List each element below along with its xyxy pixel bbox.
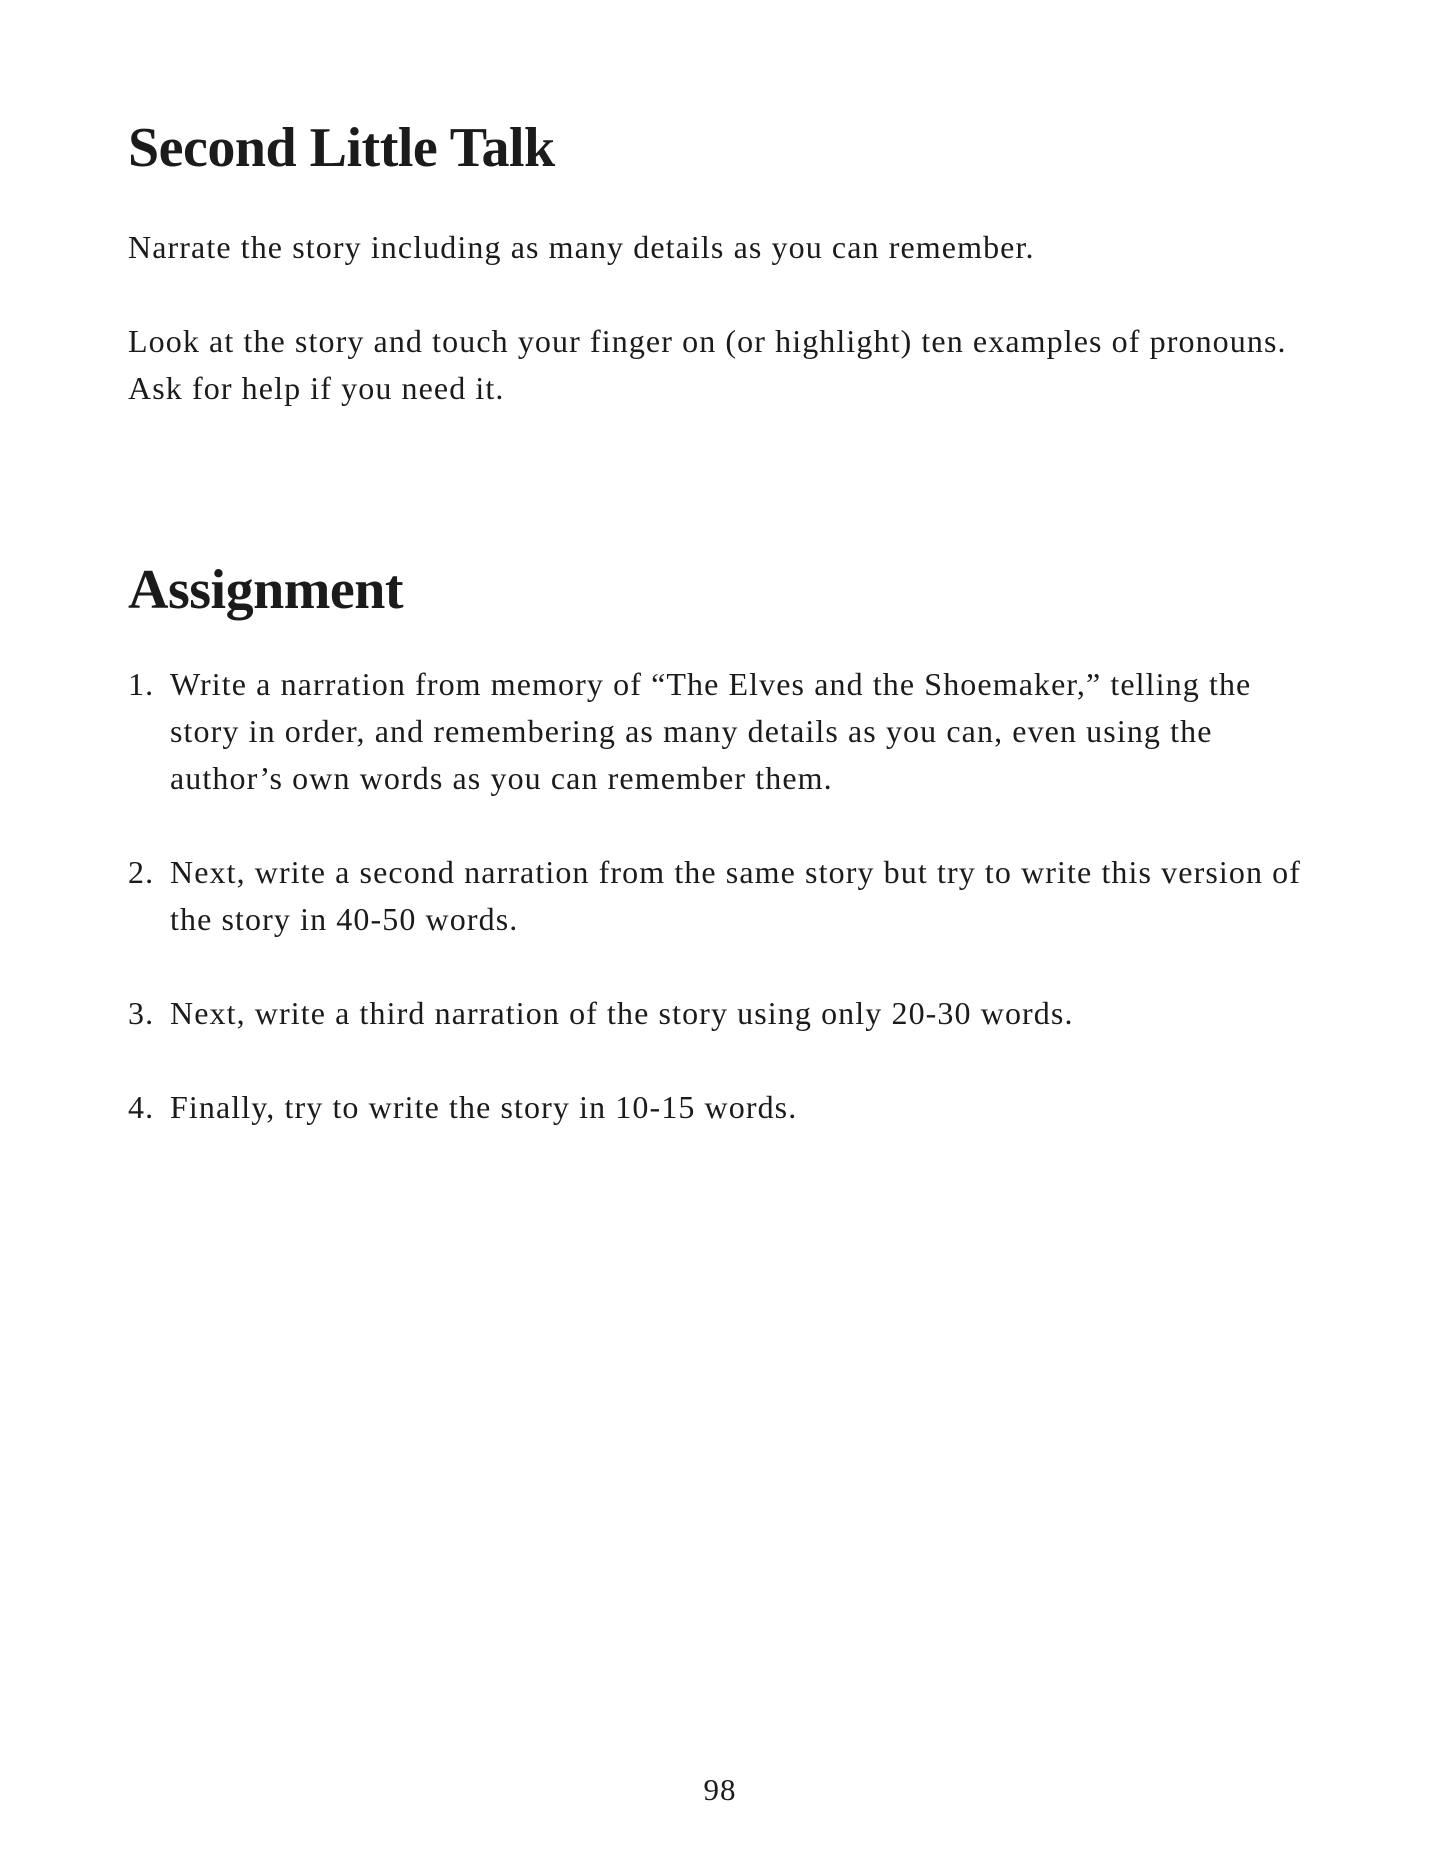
list-item <box>128 661 1308 802</box>
paragraph-pronouns: Look at the story and touch your finger on (or highlight) ten examples of pronouns. Ask for help if you need it. <box>128 322 1287 406</box>
list-item <box>128 990 1308 1037</box>
assignment-list <box>128 661 1308 1131</box>
list-item <box>128 1084 1308 1131</box>
page-content <box>128 118 1308 1178</box>
list-item-text: Next, write a third narration of the story using only 20-30 words. <box>170 995 1074 1032</box>
list-item-text: Finally, try to write the story in 10-15 words. <box>170 1089 798 1126</box>
list-item-text: Next, write a second narration from the same story but try to write this version of the story in 40-50 words. <box>170 854 1302 938</box>
list-item-number: 4. <box>128 1089 155 1126</box>
page-number: 98 <box>703 1772 737 1807</box>
paragraph-narrate: Narrate the story including as many details as you can remember. <box>128 228 1035 265</box>
list-item-text: Write a narration from memory of “The Elves and the Shoemaker,” telling the story in order, and remembering as many details as you can, even using the author’s own words as you can remember them. <box>170 666 1252 797</box>
section-heading-second-little-talk: Second Little Talk <box>128 117 555 179</box>
section-heading-assignment: Assignment <box>128 558 404 621</box>
list-item-number: 1. <box>128 666 155 703</box>
list-item-number: 3. <box>128 995 155 1032</box>
list-item <box>128 849 1308 943</box>
list-item-number: 2. <box>128 854 155 891</box>
